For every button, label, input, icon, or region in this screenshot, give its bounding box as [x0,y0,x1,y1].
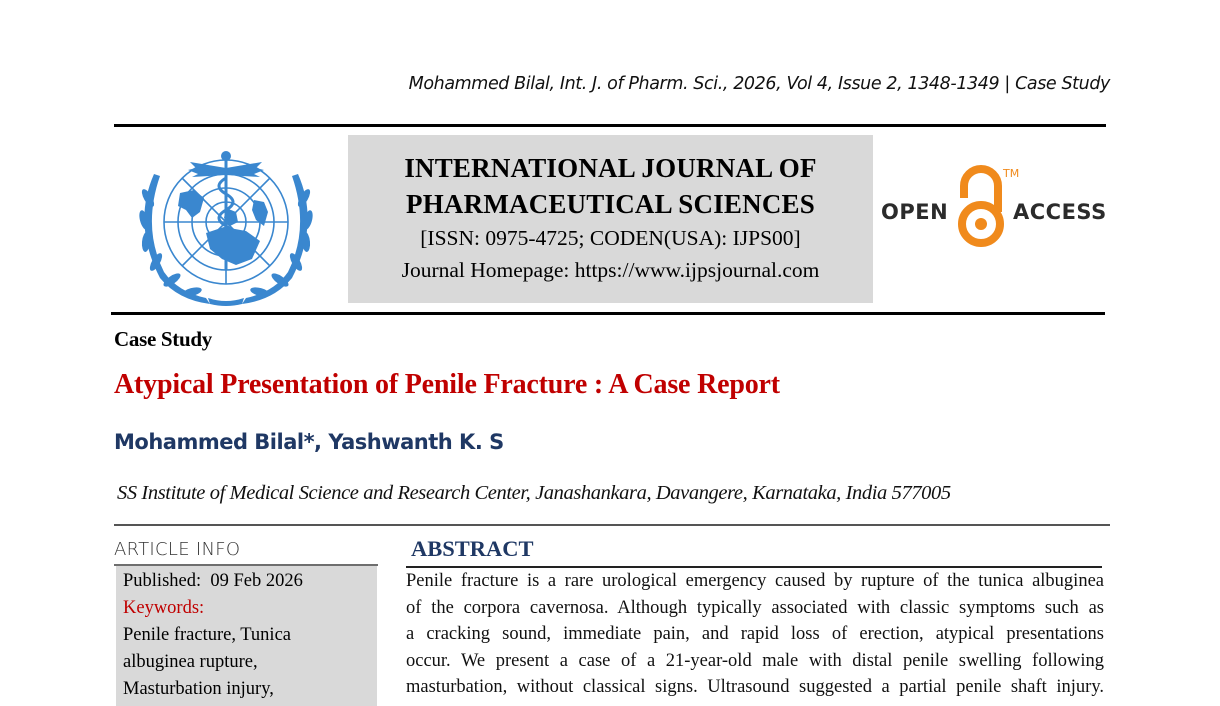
article-title: Atypical Presentation of Penile Fracture : A Case Report [114,369,780,400]
article-authors: Mohammed Bilal*, Yashwanth K. S [114,430,504,454]
keyword-line: Masturbation injury, [123,679,274,699]
journal-emblem-icon [126,138,326,306]
article-info-box [116,566,377,706]
keyword-line: albuginea rupture, [123,652,258,672]
article-info-heading: ARTICLE INFO [114,539,241,560]
open-access-logo [880,162,1110,252]
abstract-heading: ABSTRACT [411,536,534,561]
published-date: 09 Feb 2026 [210,571,303,591]
header-rule-bottom [111,312,1105,315]
keyword-line: Penile fracture, Tunica [123,625,291,645]
abstract-body [406,568,1104,701]
published-row [123,568,377,595]
affiliation-divider [114,524,1110,526]
journal-title-line-2: PHARMACEUTICAL SCIENCES [406,189,815,219]
trademark-mark: TM [1003,167,1020,180]
issn-coden: [ISSN: 0975-4725; CODEN(USA): IJPS00] [420,226,801,250]
abstract-line: Penile fracture is a rare urological emergency caused by rupture of the tunica albuginea [406,571,1104,591]
abstract-line: of the corpora cavernosa. Although typically associated with classic symptoms such as [406,597,1104,618]
header-rule-top [114,124,1106,127]
author-affiliation: SS Institute of Medical Science and Research Center, Janashankara, Davangere, Karnataka, India 577005 [117,482,951,504]
article-type: Case Study [114,327,212,351]
open-access-word-access: ACCESS [1013,200,1107,224]
journal-masthead [348,135,873,303]
open-lock-icon [955,164,1007,257]
abstract-line: occur. We present a case of a 21-year-old male with distal penile swelling following [406,650,1104,671]
open-access-word-open: OPEN [881,200,949,224]
published-label: Published: [123,571,202,591]
abstract-line: a cracking sound, immediate pain, and rapid loss of erection, atypical presentations [406,624,1104,645]
journal-title [348,150,873,222]
abstract-line: masturbation, without classical signs. Ultrasound suggested a partial penile shaft injury. [406,677,1104,698]
keywords-label: Keywords: [123,598,205,618]
journal-title-line-1: INTERNATIONAL JOURNAL OF [404,153,817,183]
journal-homepage: Journal Homepage: https://www.ijpsjournal.com [401,258,820,282]
running-header: Mohammed Bilal, Int. J. of Pharm. Sci., 2026, Vol 4, Issue 2, 1348-1349 | Case Study [408,74,1110,94]
